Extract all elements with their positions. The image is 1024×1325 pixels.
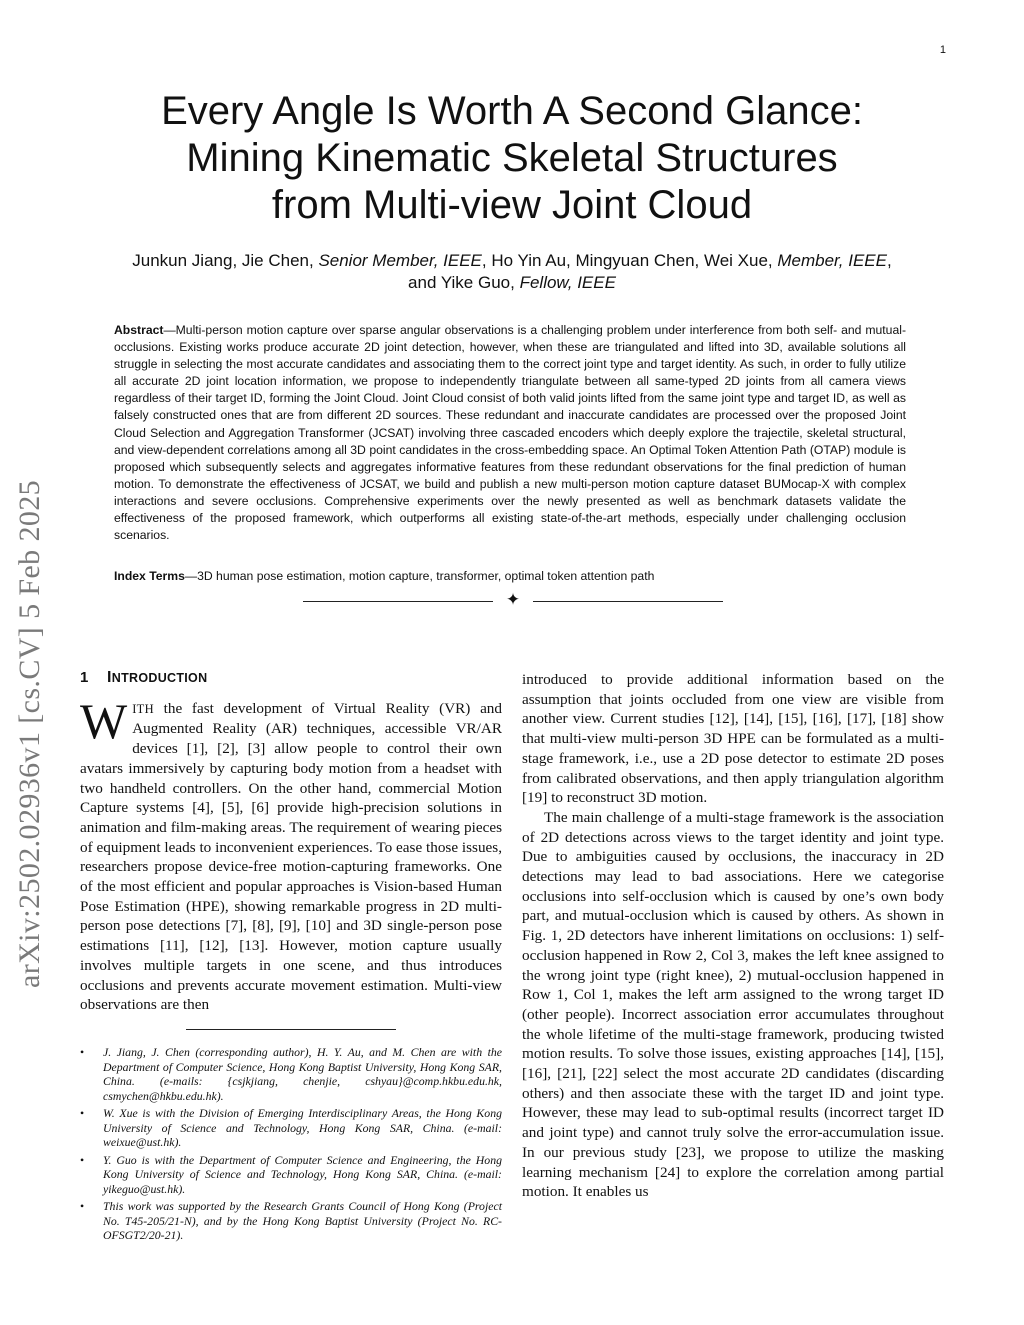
author-line-1 [80,250,944,272]
left-column [80,668,502,1015]
index-terms [114,568,906,585]
bullet-icon: • [80,1199,85,1213]
abstract-text: —Multi-person motion capture over sparse angular observations is a challenging problem under interference from both self- and mutual-occlusions. Existing works produce accurate 2D joint detection, however, when these are triangulated and lifted into 3D, available solutions all struggle in selecting the most accurate candidates and associating them to the correct joint type and target identity. As such, in order to fully utilize all accurate 2D joint location information, we propose to independently triangulate between all same-typed 2D joints from all camera views regardless of their target ID, forming the Joint Cloud. Joint Cloud consist of both valid joints lifted from the same joint type and target ID, as well as falsely constructed ones that are from different 2D sources. These redundant and inaccurate candidates are processed over the proposed Joint Cloud Selection and Aggregation Transformer (JCSAT) involving three cascaded encoders which deeply explore the trajectile, skeletal structural, and view-dependent correlations among all 3D point candidates in the cross-embedding space. An Optimal Token Attention Path (OTAP) module is proposed which subsequently selects and aggregates informative features from these redundant observations for the final prediction of human motion. To demonstrate the effectiveness of JCSAT, we build and publish a new multi-person motion capture dataset BUMocap-X with complex interactions and severe occlusions. Comprehensive experiments over the newly presented as well as benchmark datasets validate the effectiveness of the proposed framework, which outperforms all existing state-of-the-art methods, especially under challenging occlusion scenarios. [114,323,906,543]
authors-part-4: and Yike Guo, [408,273,520,292]
section-heading [80,668,502,689]
author-role-1: Senior Member, IEEE [318,251,482,270]
body-paragraph: The main challenge of a multi-stage framework is the association of 2D detections across views to the target identity and joint type. Due to ambiguities caused by occlusions, the inaccuracy in 2D detections may lead to bad associations. Here we categorise occlusions into self-occlusion which is caused by one’s own body part, and mutual-occlusion which is caused by others. As shown in Fig. 1, 2D detectors have inherent limitations on occlusions: 1) self-occlusion happened in Row 2, Col 3, makes the left knee assigned to the wrong joint type (right knee), 2) mutual-occlusion happened in Row 1, Col 1, makes the left arm assigned to the wrong target ID (other people). Incorrect association error accumulates throughout the whole lifetime of the multi-stage framework, producing twisted motion results. To solve those issues, existing approaches [14], [15], [16], [21], [22] select the most accurate 2D candidates (discarding others) and then associate these with the target ID and joint type. However, these may lead to sub-optimal results (incorrect target ID and joint type) and cannot truly solve the error-accumulation issue. In our previous study [23], we propose to utilize the masking learning mechanism [24] to explore the correlation among partial motion. It enables us [522,808,944,1201]
section-title-rest: NTRODUCTION [111,671,208,685]
footnote-list [80,1045,502,1243]
divider-line-left [303,601,493,602]
drop-cap: W [80,692,128,749]
page-number: 1 [939,44,946,56]
body-paragraph-continued: introduced to provide additional information based on the assumption that joints occluded from one view are visible from another view. Current studies [12], [14], [15], [16], [17], [18] show that multi-view multi-person 3D HPE can be formulated as a multi-stage framework, i.e., use a 2D pose detector to estimate 2D poses from calibrated observations, and then apply triangulation algorithm [19] to reconstruct 3D motion. [522,671,944,807]
intro-paragraph [80,692,502,1015]
index-terms-label: Index Terms [114,569,185,583]
section-divider [303,592,723,612]
abstract [114,322,906,544]
bullet-icon: • [80,1045,85,1059]
index-terms-text: —3D human pose estimation, motion capture, transformer, optimal token attention path [184,569,655,583]
arxiv-identifier: arXiv:2502.02936v1 [cs.CV] 5 Feb 2025 [13,479,46,988]
footnote-text: W. Xue is with the Division of Emerging Interdisciplinary Areas, the Hong Kong University of Science and Technology, Hong Kong SAR, China. (e-mail: weixue@ust.hk). [103,1106,502,1149]
title-line-2: Mining Kinematic Skeletal Structures [186,136,838,180]
section-number: 1 [80,669,89,686]
abstract-label: Abstract [114,323,164,337]
right-column [522,670,944,1202]
author-role-2: Member, IEEE [777,251,887,270]
footnote-text: J. Jiang, J. Chen (corresponding author), H. Y. Au, and M. Chen are with the Department of Computer Science, Hong Kong Baptist University, Hong Kong SAR, China. (e-mails: {csjkjiang, chenjie, cshyau}@comp.hkbu.edu.hk, csmychen@hkbu.edu.hk). [103,1045,502,1103]
intro-text: the fast development of Virtual Reality (VR) and Augmented Reality (AR) techniques, accessible VR/AR devices [1], [2], [3] allow people to control their own avatars immersively by capturing body motion from a headset with two handheld controllers. On the other hand, commercial Motion Capture systems [4], [5], [6] provide high-precision solutions in animation and film-making areas. The requirement of wearing pieces of equipment leads to inconvenient experiences. To ease those issues, researchers propose device-free motion-capturing frameworks. One of the most efficient and popular approaches is Vision-based Human Pose Estimation (HPE), showing remarkable progress in 2D multi-person pose detections [7], [8], [9], [10] and 3D single-person pose estimations [11], [12], [13]. However, motion capture usually involves multiple targets in one scene, and thus introduces occlusions and prevents accurate movement estimation. Multi-view observations are then [80,699,502,1014]
paper-title [80,88,944,229]
divider-line-right [533,601,723,602]
footnotes [80,1045,502,1246]
author-list [80,250,944,294]
author-role-3: Fellow, IEEE [519,273,616,292]
authors-part-1: Junkun Jiang, Jie Chen, [132,251,319,270]
intro-lead-word: ITH [132,701,154,716]
authors-part-3: , [886,251,892,270]
authors-part-2: , Ho Yin Au, Mingyuan Chen, Wei Xue, [481,251,778,270]
section-title-initial: I [107,669,112,686]
title-line-3: from Multi-view Joint Cloud [271,183,753,227]
footnote-item [80,1199,502,1243]
bullet-icon: • [80,1152,85,1167]
bullet-icon: • [80,1106,85,1120]
footnote-text: This work was supported by the Research Grants Council of Hong Kong (Project No. T45-205/21-N), and by the Hong Kong Baptist University (Project No. RC-OFSGT2/20-21). [103,1199,502,1242]
title-line-1: Every Angle Is Worth A Second Glance: [161,89,863,133]
author-line-2 [80,272,944,294]
footnote-item [80,1106,502,1150]
footnote-rule [186,1029,396,1030]
footnote-item [80,1153,502,1197]
footnote-text: Y. Guo is with the Department of Computer Science and Engineering, the Hong Kong University of Science and Technology, Hong Kong SAR, China. (e-mail: yikeguo@ust.hk). [103,1152,502,1196]
divider-star-icon: ✦ [505,590,521,609]
footnote-item [80,1045,502,1103]
